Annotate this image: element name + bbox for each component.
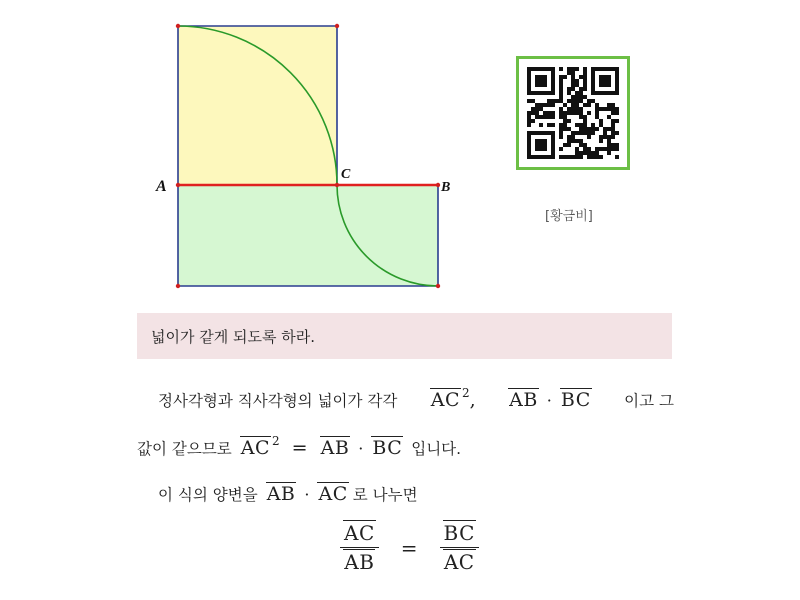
body-line-3 [158, 480, 418, 505]
vertex-dot [436, 183, 440, 187]
denominator-ac: AC [443, 550, 475, 574]
math-ab-times-bc [508, 386, 592, 411]
body-line-1 [158, 383, 674, 411]
math-ac-squared [240, 431, 280, 459]
segment-ac: AC [430, 389, 461, 411]
rectangle-region [178, 185, 438, 286]
body-text: 이고 그 [624, 392, 674, 410]
body-text: 로 나누면 [352, 486, 418, 504]
exponent: 2 [462, 386, 470, 400]
body-text: 입니다. [411, 440, 462, 458]
vertex-dot [335, 24, 339, 28]
body-line-2 [137, 431, 461, 459]
vertex-dot [436, 284, 440, 288]
vertex-dot [176, 284, 180, 288]
vertex-dot [335, 183, 339, 187]
segment-bc: BC [560, 389, 591, 411]
fraction-right [440, 519, 479, 576]
segment-ab: AB [320, 437, 350, 459]
segment-ac: AC [240, 437, 271, 459]
equals-sign: = [291, 437, 308, 459]
qr-code[interactable] [516, 56, 630, 170]
exponent: 2 [272, 434, 280, 448]
fraction-left [340, 519, 379, 576]
golden-ratio-figure [0, 0, 460, 300]
body-text: 이 식의 양변을 [158, 486, 258, 504]
qr-caption: [황금비] [545, 209, 593, 224]
body-text: 정사각형과 직사각형의 넓이가 각각 [158, 392, 398, 410]
segment-ab: AB [266, 483, 296, 505]
math-ab-times-bc [320, 434, 404, 459]
point-a-label: A [156, 178, 167, 195]
segment-ab: AB [509, 389, 538, 411]
multiply-dot: · [546, 391, 552, 410]
point-c-label: C [341, 167, 351, 182]
denominator-ab: AB [344, 550, 375, 574]
square-region [178, 26, 337, 185]
vertex-dot [176, 24, 180, 28]
math-ac-squared [430, 383, 476, 411]
golden-ratio-equation [340, 519, 479, 576]
equals-sign: = [400, 535, 418, 560]
qr-code-pattern [527, 67, 619, 159]
numerator-ac: AC [344, 521, 375, 545]
point-b-label: B [441, 180, 451, 195]
segment-ac: AC [318, 483, 348, 505]
vertex-dot [176, 183, 180, 187]
multiply-dot: · [358, 439, 364, 458]
instruction-text: 넓이가 같게 되도록 하라. [151, 327, 315, 346]
math-ab-times-ac [266, 480, 349, 505]
comma: , [469, 389, 476, 411]
segment-bc: BC [372, 437, 403, 459]
instruction-banner [137, 313, 672, 359]
numerator-bc: BC [443, 521, 475, 545]
multiply-dot: · [304, 485, 310, 504]
body-text: 값이 같으므로 [137, 440, 232, 458]
